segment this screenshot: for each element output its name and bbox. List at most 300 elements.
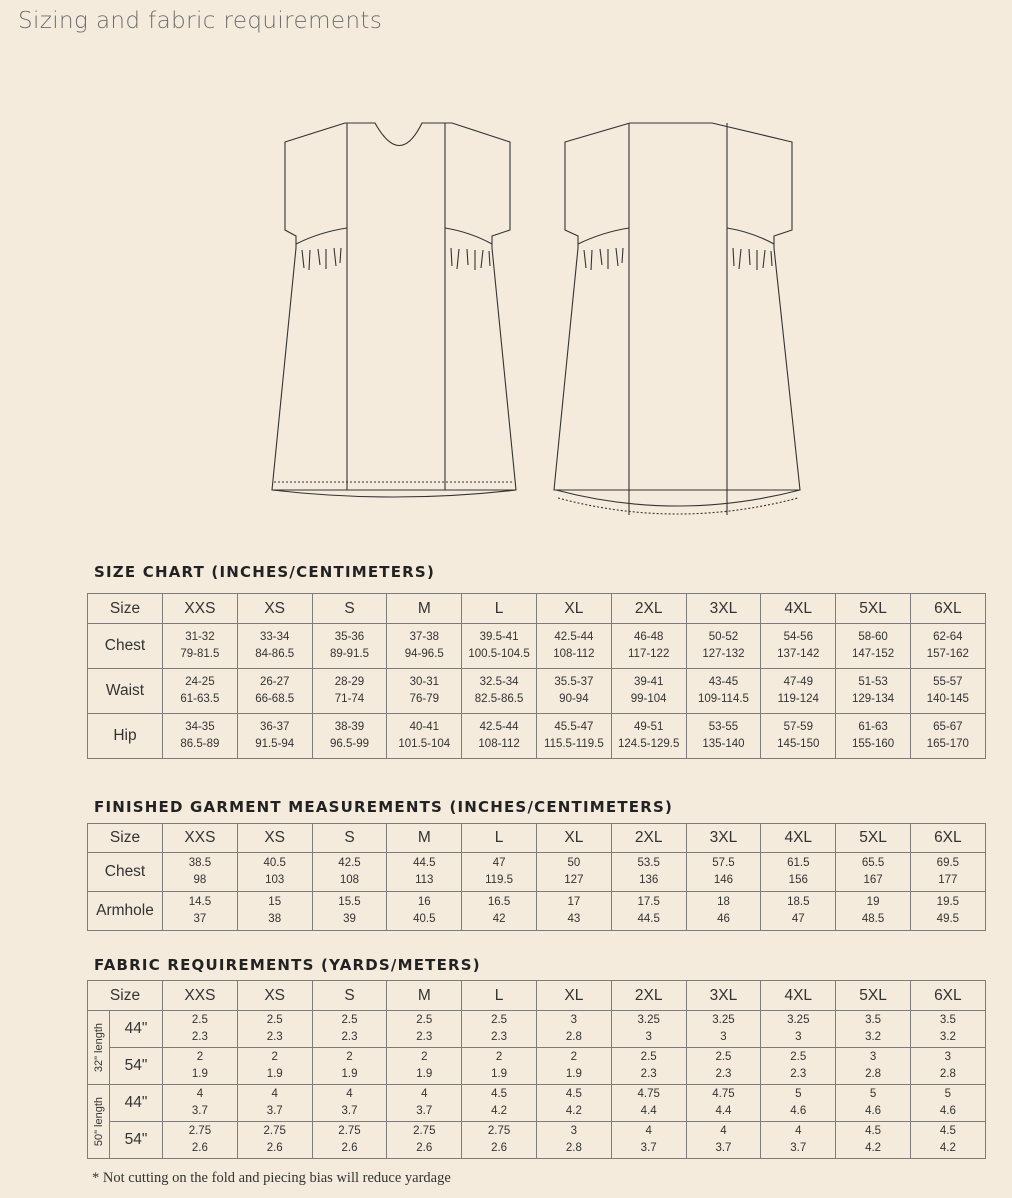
measurement-cell bbox=[910, 714, 985, 759]
size-header-cell: 4XL bbox=[761, 981, 836, 1011]
imperial-value: 35-36 bbox=[334, 631, 365, 643]
metric-value: 84-86.5 bbox=[255, 648, 295, 660]
measurement-cell bbox=[611, 1048, 686, 1085]
measurement-cell bbox=[237, 624, 312, 669]
row-label: Hip bbox=[88, 714, 163, 759]
imperial-value: 2.5 bbox=[266, 1014, 283, 1026]
measurement-cell bbox=[462, 1011, 537, 1048]
measurement-cell bbox=[462, 892, 537, 931]
measurement-cell bbox=[387, 853, 462, 892]
metric-value: 4.6 bbox=[790, 1105, 807, 1117]
size-header-cell: S bbox=[312, 824, 387, 853]
metric-value: 146 bbox=[713, 874, 734, 886]
measurement-cell bbox=[536, 669, 611, 714]
measurement-cell bbox=[536, 853, 611, 892]
metric-value: 2.3 bbox=[790, 1068, 807, 1080]
measurement-row bbox=[88, 892, 986, 931]
metric-value: 94-96.5 bbox=[404, 648, 444, 660]
metric-value: 38 bbox=[268, 913, 282, 925]
measurement-cell bbox=[910, 1122, 985, 1159]
yardage-note: * Not cutting on the fold and piecing bias will reduce yardage bbox=[92, 1170, 451, 1186]
size-header-cell: XL bbox=[536, 594, 611, 624]
measurement-cell bbox=[686, 892, 761, 931]
measurement-cell bbox=[163, 1048, 238, 1085]
measurement-cell bbox=[611, 1085, 686, 1122]
imperial-value: 55-57 bbox=[933, 676, 963, 688]
measurement-cell bbox=[910, 1048, 985, 1085]
imperial-value: 42.5-44 bbox=[479, 721, 519, 733]
metric-value: 127-132 bbox=[702, 648, 745, 660]
fabric-row bbox=[88, 1085, 986, 1122]
measurement-cell bbox=[462, 853, 537, 892]
imperial-value: 4 bbox=[795, 1125, 802, 1137]
metric-value: 96.5-99 bbox=[329, 738, 369, 750]
measurement-row bbox=[88, 624, 986, 669]
metric-value: 119-124 bbox=[777, 693, 819, 705]
imperial-value: 15.5 bbox=[338, 896, 361, 908]
imperial-value: 3.5 bbox=[865, 1014, 882, 1026]
measurement-cell bbox=[387, 1122, 462, 1159]
measurement-cell bbox=[686, 624, 761, 669]
size-header-cell: 6XL bbox=[910, 594, 985, 624]
measurement-cell bbox=[387, 1085, 462, 1122]
metric-value: 127 bbox=[564, 874, 584, 886]
metric-value: 115.5-119.5 bbox=[544, 738, 604, 750]
measurement-cell bbox=[761, 624, 836, 669]
size-header-cell: 5XL bbox=[836, 594, 911, 624]
metric-value: 1.9 bbox=[416, 1068, 433, 1080]
dress-front-drawing bbox=[272, 123, 516, 497]
imperial-value: 53-55 bbox=[708, 721, 739, 733]
measurement-cell bbox=[163, 1011, 238, 1048]
size-header-cell: 5XL bbox=[836, 824, 911, 853]
metric-value: 4.2 bbox=[565, 1105, 582, 1117]
measurement-cell bbox=[312, 1085, 387, 1122]
metric-value: 4.2 bbox=[939, 1142, 956, 1154]
metric-value: 44.5 bbox=[637, 913, 660, 925]
length-group-cell bbox=[88, 1085, 110, 1159]
metric-value: 129-134 bbox=[851, 693, 895, 705]
row-label: Armhole bbox=[88, 892, 163, 931]
size-header-cell: XL bbox=[536, 981, 611, 1011]
metric-value: 2.3 bbox=[266, 1031, 283, 1043]
metric-value: 108-112 bbox=[553, 648, 595, 660]
measurement-cell bbox=[536, 1122, 611, 1159]
imperial-value: 35.5-37 bbox=[554, 676, 594, 688]
imperial-value: 4.5 bbox=[939, 1125, 956, 1137]
metric-value: 3 bbox=[720, 1031, 727, 1043]
size-header-cell: 5XL bbox=[836, 981, 911, 1011]
measurement-cell bbox=[237, 669, 312, 714]
metric-value: 79-81.5 bbox=[180, 648, 220, 660]
size-header-cell: 2XL bbox=[611, 981, 686, 1011]
measurement-cell bbox=[611, 853, 686, 892]
metric-value: 71-74 bbox=[334, 693, 365, 705]
imperial-value: 3 bbox=[570, 1125, 578, 1137]
measurement-cell bbox=[686, 1048, 761, 1085]
metric-value: 4.2 bbox=[865, 1142, 882, 1154]
imperial-value: 18 bbox=[717, 896, 730, 908]
fabric-row bbox=[88, 1011, 986, 1048]
measurement-cell bbox=[387, 1048, 462, 1085]
imperial-value: 3.25 bbox=[637, 1014, 660, 1026]
imperial-value: 65-67 bbox=[933, 721, 963, 733]
measurement-row bbox=[88, 714, 986, 759]
row-label: Chest bbox=[88, 853, 163, 892]
size-header-cell: 4XL bbox=[761, 594, 836, 624]
measurement-row bbox=[88, 669, 986, 714]
measurement-cell bbox=[761, 1085, 836, 1122]
measurement-cell bbox=[462, 624, 537, 669]
imperial-value: 38.5 bbox=[188, 857, 212, 869]
measurement-cell bbox=[237, 1085, 312, 1122]
imperial-value: 4.75 bbox=[637, 1088, 660, 1100]
dress-back-drawing bbox=[554, 123, 800, 515]
imperial-value: 36-37 bbox=[259, 721, 290, 733]
imperial-value: 2.5 bbox=[191, 1014, 208, 1026]
imperial-value: 5 bbox=[869, 1088, 877, 1100]
metric-value: 2.3 bbox=[715, 1068, 732, 1080]
imperial-value: 19.5 bbox=[936, 896, 960, 908]
imperial-value: 3.25 bbox=[712, 1014, 735, 1026]
measurement-cell bbox=[163, 624, 238, 669]
imperial-value: 58-60 bbox=[858, 631, 888, 643]
imperial-value: 4 bbox=[346, 1088, 353, 1100]
metric-value: 2.8 bbox=[565, 1031, 582, 1043]
metric-value: 47 bbox=[791, 913, 805, 925]
metric-value: 2.6 bbox=[416, 1142, 433, 1154]
size-header-label: Size bbox=[88, 824, 163, 853]
metric-value: 99-104 bbox=[630, 693, 667, 705]
measurement-cell bbox=[686, 714, 761, 759]
imperial-value: 2 bbox=[570, 1051, 578, 1063]
measurement-cell bbox=[910, 892, 985, 931]
measurement-cell bbox=[910, 853, 985, 892]
fabric-width-label: 54" bbox=[110, 1048, 163, 1085]
imperial-value: 3 bbox=[869, 1051, 877, 1063]
imperial-value: 43-45 bbox=[708, 676, 739, 688]
imperial-value: 45.5-47 bbox=[554, 721, 594, 733]
row-label: Chest bbox=[88, 624, 163, 669]
metric-value: 43 bbox=[567, 913, 581, 925]
imperial-value: 16 bbox=[417, 896, 431, 908]
metric-value: 3.7 bbox=[191, 1105, 208, 1117]
imperial-value: 57-59 bbox=[783, 721, 813, 733]
imperial-value: 39.5-41 bbox=[479, 631, 519, 643]
measurement-cell bbox=[836, 1011, 911, 1048]
imperial-value: 18.5 bbox=[787, 896, 810, 908]
imperial-value: 30-31 bbox=[409, 676, 439, 688]
measurement-cell bbox=[611, 624, 686, 669]
imperial-value: 4 bbox=[271, 1088, 278, 1100]
metric-value: 2.3 bbox=[341, 1031, 358, 1043]
measurement-cell bbox=[910, 1011, 985, 1048]
metric-value: 2.6 bbox=[491, 1142, 508, 1154]
imperial-value: 38-39 bbox=[334, 721, 365, 733]
imperial-value: 49-51 bbox=[633, 721, 664, 733]
measurement-cell bbox=[312, 714, 387, 759]
measurement-cell bbox=[387, 624, 462, 669]
imperial-value: 19 bbox=[866, 896, 880, 908]
size-header-cell: XXS bbox=[163, 824, 238, 853]
imperial-value: 47-49 bbox=[783, 676, 813, 688]
imperial-value: 2.5 bbox=[640, 1051, 657, 1063]
row-label: Waist bbox=[88, 669, 163, 714]
size-header-cell: XXS bbox=[163, 981, 238, 1011]
metric-value: 49.5 bbox=[936, 913, 960, 925]
metric-value: 40.5 bbox=[413, 913, 436, 925]
metric-value: 117-122 bbox=[628, 648, 670, 660]
imperial-value: 3.25 bbox=[787, 1014, 810, 1026]
imperial-value: 17 bbox=[567, 896, 581, 908]
finished-measurements-table bbox=[87, 823, 986, 931]
imperial-value: 50 bbox=[567, 857, 581, 869]
measurement-cell bbox=[761, 1122, 836, 1159]
measurement-cell bbox=[163, 669, 238, 714]
imperial-value: 42.5 bbox=[338, 857, 361, 869]
imperial-value: 15 bbox=[268, 896, 282, 908]
measurement-cell bbox=[536, 1011, 611, 1048]
size-header-cell: XS bbox=[237, 824, 312, 853]
metric-value: 136 bbox=[639, 874, 659, 886]
metric-value: 98 bbox=[193, 874, 207, 886]
measurement-cell bbox=[910, 624, 985, 669]
metric-value: 3.7 bbox=[790, 1142, 807, 1154]
size-header-row bbox=[88, 981, 986, 1011]
measurement-cell bbox=[536, 1085, 611, 1122]
size-header-cell: XS bbox=[237, 981, 312, 1011]
imperial-value: 17.5 bbox=[637, 896, 660, 908]
imperial-value: 69.5 bbox=[936, 857, 960, 869]
fabric-width-label: 54" bbox=[110, 1122, 163, 1159]
metric-value: 3.7 bbox=[341, 1105, 358, 1117]
imperial-value: 14.5 bbox=[188, 896, 212, 908]
size-header-cell: 6XL bbox=[910, 824, 985, 853]
measurement-cell bbox=[387, 669, 462, 714]
metric-value: 145-150 bbox=[777, 738, 820, 750]
imperial-value: 2 bbox=[421, 1051, 428, 1063]
imperial-value: 2.75 bbox=[338, 1125, 361, 1137]
metric-value: 3 bbox=[795, 1031, 802, 1043]
imperial-value: 42.5-44 bbox=[554, 631, 594, 643]
metric-value: 42 bbox=[492, 913, 506, 925]
fabric-requirements-title: FABRIC REQUIREMENTS (YARDS/METERS) bbox=[94, 956, 481, 974]
metric-value: 1.9 bbox=[565, 1068, 582, 1080]
measurement-cell bbox=[761, 853, 836, 892]
measurement-cell bbox=[312, 892, 387, 931]
measurement-cell bbox=[387, 714, 462, 759]
size-header-cell: L bbox=[462, 594, 537, 624]
measurement-cell bbox=[163, 892, 238, 931]
measurement-cell bbox=[312, 853, 387, 892]
measurement-cell bbox=[686, 1085, 761, 1122]
measurement-cell bbox=[611, 892, 686, 931]
measurement-cell bbox=[462, 1085, 537, 1122]
measurement-cell bbox=[836, 714, 911, 759]
imperial-value: 33-34 bbox=[259, 631, 290, 643]
imperial-value: 2 bbox=[346, 1051, 353, 1063]
size-header-cell: L bbox=[462, 981, 537, 1011]
size-header-cell: 3XL bbox=[686, 594, 761, 624]
imperial-value: 39-41 bbox=[633, 676, 664, 688]
imperial-value: 4 bbox=[720, 1125, 727, 1137]
imperial-value: 2.5 bbox=[715, 1051, 732, 1063]
measurement-cell bbox=[163, 1085, 238, 1122]
measurement-cell bbox=[686, 669, 761, 714]
size-header-row bbox=[88, 824, 986, 853]
metric-value: 156 bbox=[788, 874, 808, 886]
metric-value: 167 bbox=[863, 874, 883, 886]
metric-value: 86.5-89 bbox=[180, 738, 220, 750]
metric-value: 3.7 bbox=[416, 1105, 433, 1117]
imperial-value: 34-35 bbox=[185, 721, 215, 733]
imperial-value: 2.5 bbox=[491, 1014, 508, 1026]
size-header-cell: XL bbox=[536, 824, 611, 853]
metric-value: 3 bbox=[645, 1031, 652, 1043]
measurement-cell bbox=[312, 1048, 387, 1085]
metric-value: 46 bbox=[717, 913, 730, 925]
metric-value: 1.9 bbox=[266, 1068, 283, 1080]
measurement-cell bbox=[312, 669, 387, 714]
metric-value: 2.6 bbox=[341, 1142, 358, 1154]
measurement-cell bbox=[836, 853, 911, 892]
measurement-cell bbox=[836, 624, 911, 669]
metric-value: 91.5-94 bbox=[255, 738, 295, 750]
metric-value: 89-91.5 bbox=[329, 648, 369, 660]
measurement-cell bbox=[462, 1048, 537, 1085]
size-header-cell: 2XL bbox=[611, 594, 686, 624]
measurement-cell bbox=[611, 1011, 686, 1048]
metric-value: 1.9 bbox=[191, 1068, 208, 1080]
imperial-value: 57.5 bbox=[712, 857, 735, 869]
imperial-value: 2.75 bbox=[263, 1125, 286, 1137]
metric-value: 100.5-104.5 bbox=[468, 648, 530, 660]
measurement-cell bbox=[910, 1085, 985, 1122]
measurement-cell bbox=[312, 1011, 387, 1048]
imperial-value: 3.5 bbox=[939, 1014, 956, 1026]
measurement-cell bbox=[686, 853, 761, 892]
measurement-cell bbox=[462, 1122, 537, 1159]
metric-value: 82.5-86.5 bbox=[474, 693, 524, 705]
measurement-cell bbox=[611, 669, 686, 714]
metric-value: 155-160 bbox=[851, 738, 895, 750]
measurement-cell bbox=[312, 1122, 387, 1159]
metric-value: 2.6 bbox=[266, 1142, 283, 1154]
metric-value: 1.9 bbox=[491, 1068, 508, 1080]
metric-value: 48.5 bbox=[861, 913, 885, 925]
imperial-value: 65.5 bbox=[861, 857, 885, 869]
metric-value: 108-112 bbox=[478, 738, 520, 750]
metric-value: 4.6 bbox=[865, 1105, 882, 1117]
metric-value: 90-94 bbox=[559, 693, 589, 705]
metric-value: 140-145 bbox=[926, 693, 969, 705]
length-group-cell bbox=[88, 1011, 110, 1085]
imperial-value: 62-64 bbox=[933, 631, 963, 643]
imperial-value: 2.75 bbox=[413, 1125, 436, 1137]
size-header-cell: M bbox=[387, 824, 462, 853]
imperial-value: 5 bbox=[944, 1088, 952, 1100]
imperial-value: 2 bbox=[271, 1051, 278, 1063]
imperial-value: 24-25 bbox=[185, 676, 215, 688]
imperial-value: 2.5 bbox=[790, 1051, 807, 1063]
measurement-cell bbox=[237, 1122, 312, 1159]
measurement-cell bbox=[836, 1122, 911, 1159]
size-header-label: Size bbox=[88, 594, 163, 624]
size-chart-table bbox=[87, 593, 986, 759]
metric-value: 61-63.5 bbox=[180, 693, 220, 705]
metric-value: 2.8 bbox=[565, 1142, 582, 1154]
measurement-cell bbox=[536, 892, 611, 931]
metric-value: 2.3 bbox=[491, 1031, 508, 1043]
measurement-cell bbox=[836, 669, 911, 714]
size-header-cell: 3XL bbox=[686, 824, 761, 853]
imperial-value: 5 bbox=[795, 1088, 802, 1100]
measurement-cell bbox=[163, 714, 238, 759]
imperial-value: 50-52 bbox=[708, 631, 739, 643]
imperial-value: 28-29 bbox=[334, 676, 365, 688]
fabric-width-label: 44" bbox=[110, 1011, 163, 1048]
imperial-value: 16.5 bbox=[487, 896, 511, 908]
size-header-cell: 6XL bbox=[910, 981, 985, 1011]
measurement-cell bbox=[536, 714, 611, 759]
size-header-cell: M bbox=[387, 594, 462, 624]
imperial-value: 53.5 bbox=[637, 857, 660, 869]
imperial-value: 4 bbox=[196, 1088, 204, 1100]
size-header-row bbox=[88, 594, 986, 624]
metric-value: 4.6 bbox=[939, 1105, 956, 1117]
metric-value: 3.7 bbox=[266, 1105, 283, 1117]
size-chart-title: SIZE CHART (INCHES/CENTIMETERS) bbox=[94, 563, 435, 581]
size-header-cell: 3XL bbox=[686, 981, 761, 1011]
size-header-cell: S bbox=[312, 594, 387, 624]
measurement-cell bbox=[686, 1011, 761, 1048]
measurement-cell bbox=[462, 669, 537, 714]
metric-value: 124.5-129.5 bbox=[617, 738, 680, 750]
measurement-cell bbox=[312, 624, 387, 669]
size-header-cell: L bbox=[462, 824, 537, 853]
metric-value: 157-162 bbox=[926, 648, 969, 660]
measurement-cell bbox=[836, 892, 911, 931]
imperial-value: 4 bbox=[645, 1125, 652, 1137]
garment-illustration bbox=[262, 110, 822, 530]
measurement-cell bbox=[387, 1011, 462, 1048]
metric-value: 37 bbox=[193, 913, 207, 925]
imperial-value: 47 bbox=[492, 857, 506, 869]
imperial-value: 61-63 bbox=[858, 721, 888, 733]
measurement-cell bbox=[237, 853, 312, 892]
imperial-value: 2.75 bbox=[487, 1125, 511, 1137]
metric-value: 3.2 bbox=[939, 1031, 956, 1043]
size-header-cell: XS bbox=[237, 594, 312, 624]
imperial-value: 3 bbox=[570, 1014, 578, 1026]
measurement-cell bbox=[387, 892, 462, 931]
imperial-value: 51-53 bbox=[858, 676, 888, 688]
page-heading: Sizing and fabric requirements bbox=[18, 8, 383, 34]
fabric-width-label: 44" bbox=[110, 1085, 163, 1122]
metric-value: 177 bbox=[938, 874, 958, 886]
size-header-cell: 2XL bbox=[611, 824, 686, 853]
measurement-cell bbox=[237, 1011, 312, 1048]
metric-value: 3.2 bbox=[865, 1031, 882, 1043]
measurement-row bbox=[88, 853, 986, 892]
fabric-row bbox=[88, 1122, 986, 1159]
measurement-cell bbox=[761, 892, 836, 931]
metric-value: 3.7 bbox=[640, 1142, 657, 1154]
imperial-value: 32.5-34 bbox=[479, 676, 519, 688]
imperial-value: 44.5 bbox=[413, 857, 436, 869]
metric-value: 137-142 bbox=[777, 648, 820, 660]
measurement-cell bbox=[761, 1011, 836, 1048]
